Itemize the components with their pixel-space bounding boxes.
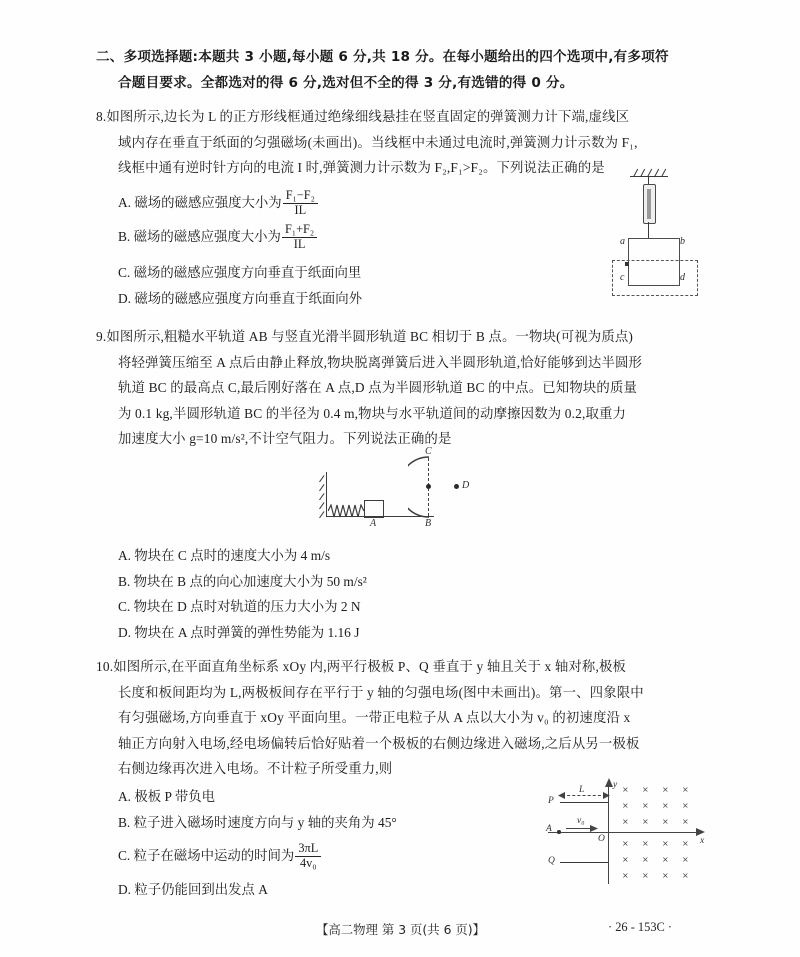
field-cross-icon: ×: [622, 855, 629, 864]
option-9-D: [118, 620, 367, 646]
option-8-B-key: B.: [118, 229, 131, 244]
option-10-B-text: 粒子进入磁场时速度方向与 y 轴的夹角为 45°: [133, 814, 397, 830]
section-heading: [96, 44, 712, 96]
option-9-A-key: A.: [118, 548, 132, 563]
question-8-stem: [96, 104, 712, 181]
question-8-stem-line-1: 8.如图所示,边长为 L 的正方形线框通过绝缘细线悬挂在竖直固定的弹簧测力计下端,虚线区: [96, 109, 630, 124]
field-cross-icon: ×: [662, 855, 669, 864]
point-A-label: A: [546, 824, 552, 834]
point-C-label: C: [425, 446, 432, 457]
option-10-C: [118, 839, 397, 873]
dimension-arrow-right-icon: [603, 792, 610, 799]
wall-hatch-icon: [319, 493, 324, 500]
option-10-D-key: D.: [118, 882, 132, 898]
option-10-C-text: 粒子在磁场中运动的时间为: [133, 848, 295, 864]
block-object: [364, 500, 384, 518]
field-cross-icon: ×: [682, 785, 689, 794]
question-9-stem: [96, 324, 712, 452]
option-8-A: [118, 186, 362, 220]
option-8-B-numerator: F₁+F₂: [284, 221, 315, 236]
option-8-D: [118, 286, 362, 312]
x-axis-label: x: [700, 836, 705, 846]
point-A-dot: [557, 830, 561, 834]
velocity-v0-label: v₀: [577, 816, 585, 826]
question-8-stem-line-3: 线框中通有逆时针方向的电流 I 时,弹簧测力计示数为 F₂,F₁>F₂。下列说法正确的是: [118, 160, 605, 176]
option-9-A: [118, 543, 367, 569]
field-cross-icon: ×: [662, 817, 669, 826]
field-cross-icon: ×: [642, 817, 649, 826]
option-8-A-numerator: F₁−F₂: [285, 187, 315, 202]
question-8-stem-line-2: 域内存在垂直于纸面的匀强磁场(未画出)。当线框中未通过电流时,弹簧测力计示数为 F₁,: [118, 134, 638, 150]
point-D-label: D: [462, 480, 470, 491]
field-cross-icon: ×: [642, 785, 649, 794]
spring-scale-needle: [647, 189, 651, 219]
field-cross-icon: ×: [642, 839, 649, 848]
option-10-B-key: B.: [118, 814, 131, 830]
wall-hatch-icon: [319, 502, 324, 509]
plate-P-line: [560, 802, 608, 803]
option-8-C-key: C.: [118, 265, 131, 280]
option-8-B-fraction: [282, 223, 317, 252]
loop-label-d: d: [680, 272, 685, 283]
option-8-A-text: 磁场的磁感应强度大小为: [134, 195, 282, 210]
point-A-label: A: [370, 518, 377, 529]
question-9-stem-line-5: 加速度大小 g=10 m/s²,不计空气阻力。下列说法正确的是: [118, 431, 452, 447]
option-9-C-key: C.: [118, 599, 131, 615]
field-cross-icon: ×: [642, 801, 649, 810]
option-8-A-fraction: [283, 189, 318, 218]
wall-hatch-icon: [319, 511, 324, 518]
field-cross-icon: ×: [622, 871, 629, 880]
question-10-stem-line-2: 长度和板间距均为 L,两极板间存在平行于 y 轴的匀强电场(图中未画出)。第一、四象限中: [118, 684, 644, 700]
option-9-A-text: 物块在 C 点时的速度大小为 4 m/s: [134, 548, 331, 563]
question-10-stem-line-4: 轴正方向射入电场,经电场偏转后恰好贴着一个极板的右侧边缘进入磁场,之后从另一极板: [118, 735, 640, 751]
option-8-D-text: 磁场的磁感应强度方向垂直于纸面向外: [134, 290, 363, 306]
option-8-B-denominator: IL: [282, 237, 317, 252]
loop-label-b: b: [680, 236, 685, 247]
option-10-C-fraction: [295, 842, 321, 871]
field-cross-icon: ×: [622, 785, 629, 794]
option-10-A-key: A.: [118, 789, 132, 804]
option-9-B-text: 物块在 B 点的向心加速度大小为 50 m/s²: [133, 573, 367, 589]
spring-scale-body: [643, 184, 656, 224]
option-10-D-text: 粒子仍能回到出发点 A: [134, 882, 268, 898]
suspension-thread: [648, 222, 649, 238]
question-9-stem-line-4: 为 0.1 kg,半圆形轨道 BC 的半径为 0.4 m,物块与水平轨道间的动摩擦因数为 0.2,取重力: [118, 405, 627, 421]
question-9-stem-line-3: 轨道 BC 的最高点 C,最后刚好落在 A 点,D 点为半圆形轨道 BC 的中点。已知物块的质量: [118, 380, 638, 396]
option-8-C-text: 磁场的磁感应强度方向垂直于纸面向里: [133, 265, 362, 280]
question-9-stem-line-2: 将轻弹簧压缩至 A 点后由静止释放,物块脱离弹簧后进入半圆形轨道,恰好能够到达半圆形: [118, 354, 643, 370]
option-8-B: [118, 220, 362, 254]
field-cross-icon: ×: [642, 855, 649, 864]
section-heading-line-1: 二、多项选择题:本题共 3 小题,每小题 6 分,共 18 分。在每小题给出的四个选项中,有多项符: [96, 49, 669, 65]
option-9-D-text: 物块在 A 点时弹簧的弹性势能为 1.16 J: [134, 624, 360, 640]
option-10-C-numerator: 3πL: [298, 841, 319, 856]
question-8-figure: [598, 172, 710, 290]
semicircular-track-arc: [408, 456, 488, 536]
initial-velocity-arrow-line: [566, 828, 592, 829]
field-cross-icon: ×: [682, 855, 689, 864]
question-10-stem-line-1: 10.如图所示,在平面直角坐标系 xOy 内,两平行极板 P、Q 垂直于 y 轴且关于 x 轴对称,极板: [96, 659, 627, 674]
question-9-figure: [300, 446, 510, 540]
section-heading-line-2: 合题目要求。全都选对的得 6 分,选对但不全的得 3 分,有选错的得 0 分。: [118, 75, 574, 91]
option-9-C-text: 物块在 D 点时对轨道的压力大小为 2 N: [133, 599, 361, 615]
option-8-A-key: A.: [118, 195, 132, 210]
field-cross-icon: ×: [622, 817, 629, 826]
option-10-A: [118, 784, 397, 810]
question-8-options: [118, 186, 362, 311]
option-10-C-denominator: 4v₀: [295, 856, 321, 871]
length-L-label: L: [579, 785, 585, 795]
field-cross-icon: ×: [662, 839, 669, 848]
wall-hatch-icon: [319, 484, 324, 491]
field-cross-icon: ×: [622, 801, 629, 810]
circle-center-dot: [426, 484, 431, 489]
option-10-D: [118, 877, 397, 903]
point-D-dot: [454, 484, 459, 489]
y-axis-arrow-icon: [605, 778, 613, 788]
question-10-stem-line-3: 有匀强磁场,方向垂直于 xOy 平面向里。一带正电粒子从 A 点以大小为 v₀ 的初速度沿 x: [118, 710, 631, 726]
loop-label-c: c: [620, 272, 625, 283]
origin-O-label: O: [598, 834, 605, 844]
option-8-B-text: 磁场的磁感应强度大小为: [133, 229, 281, 244]
question-10-stem-line-5: 右侧边缘再次进入电场。不计粒子所受重力,则: [118, 761, 393, 777]
question-10-stem: [96, 654, 712, 782]
field-cross-icon: ×: [682, 871, 689, 880]
option-9-D-key: D.: [118, 624, 132, 640]
loop-label-a: a: [620, 236, 625, 247]
question-10-figure: [532, 782, 710, 890]
field-cross-icon: ×: [662, 871, 669, 880]
option-9-C: [118, 594, 367, 620]
footer-subject-page: 【高二物理 第 3 页(共 6 页)】: [316, 922, 486, 937]
option-8-C: [118, 260, 362, 286]
footer-paper-code: · 26 - 153C ·: [608, 920, 673, 934]
field-cross-icon: ×: [682, 817, 689, 826]
spring-coil-icon: [328, 504, 366, 518]
velocity-arrow-head-icon: [590, 825, 598, 832]
field-cross-icon: ×: [662, 801, 669, 810]
x-axis-line: [548, 832, 698, 833]
field-cross-icon: ×: [642, 871, 649, 880]
y-axis-label: y: [613, 780, 618, 790]
plate-Q-label: Q: [548, 856, 555, 866]
field-cross-icon: ×: [682, 839, 689, 848]
option-10-B: [118, 810, 397, 836]
option-10-C-key: C.: [118, 848, 131, 864]
field-region-marker-dot: [625, 262, 629, 266]
wall-line: [326, 472, 327, 516]
plate-length-dimension-line: [562, 795, 606, 796]
option-8-D-key: D.: [118, 290, 132, 306]
option-8-A-denominator: IL: [283, 203, 318, 218]
point-B-label: B: [425, 518, 432, 529]
field-cross-icon: ×: [622, 839, 629, 848]
plate-P-label: P: [548, 796, 554, 806]
dimension-arrow-left-icon: [558, 792, 565, 799]
option-10-A-text: 极板 P 带负电: [134, 789, 215, 804]
field-cross-icon: ×: [662, 785, 669, 794]
option-9-B-key: B.: [118, 573, 131, 589]
wall-hatch-icon: [319, 475, 324, 482]
x-axis-arrow-icon: [696, 828, 706, 836]
plate-Q-line: [560, 862, 608, 863]
option-9-B: [118, 569, 367, 595]
y-axis-line: [608, 784, 609, 884]
question-9-options: [118, 543, 367, 645]
field-cross-icon: ×: [682, 801, 689, 810]
question-10-options: [118, 784, 397, 903]
question-9-stem-line-1: 9.如图所示,粗糙水平轨道 AB 与竖直光滑半圆形轨道 BC 相切于 B 点。一物块(可视为质点): [96, 329, 634, 344]
